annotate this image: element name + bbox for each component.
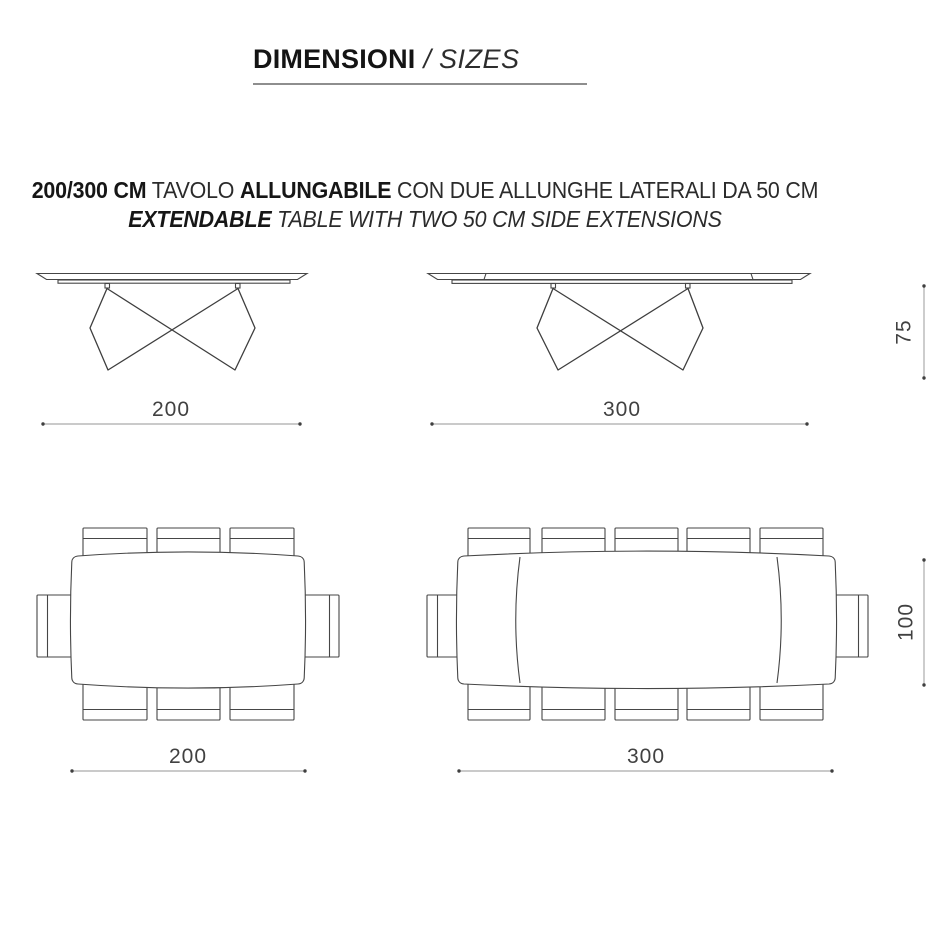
dimension-endpoint	[41, 422, 44, 425]
leg-mount	[236, 284, 241, 289]
top-view-300	[427, 528, 868, 720]
title-separator: /	[423, 44, 432, 75]
top-view-200	[37, 528, 339, 720]
under-top-slab	[58, 280, 290, 283]
dimension-endpoint	[830, 769, 833, 772]
description-size-range: 200/300 CM	[31, 177, 147, 203]
top-view-200-dimension	[70, 745, 306, 773]
tabletop-plan	[456, 551, 836, 688]
dimension-endpoint	[922, 284, 925, 287]
dimension-endpoint	[298, 422, 301, 425]
width-label-200-side: 200	[151, 398, 191, 421]
width-label-300-side: 300	[602, 398, 642, 421]
chair	[301, 595, 339, 657]
dimension-endpoint	[805, 422, 808, 425]
side-view-300-dimension	[430, 398, 808, 426]
description-text-b: CON DUE ALLUNGHE LATERALI DA 50 CM	[397, 177, 819, 203]
chair	[37, 595, 75, 657]
depth-label: 100	[894, 602, 918, 642]
description-text-en: TABLE WITH TWO 50 CM SIDE EXTENSIONS	[277, 206, 722, 232]
description-extendable-it: ALLUNGABILE	[240, 177, 392, 203]
x-base-legs	[90, 289, 255, 371]
dimension-endpoint	[70, 769, 73, 772]
dimension-endpoint	[922, 558, 925, 561]
height-label: 75	[892, 319, 916, 345]
top-view-300-dimension	[457, 745, 833, 773]
under-top-slab	[452, 280, 792, 283]
side-view-200	[37, 274, 307, 371]
leg-mount	[105, 284, 110, 289]
leg-mount	[686, 284, 691, 289]
leg-mount	[551, 284, 556, 289]
side-view-200-dimension	[41, 398, 301, 426]
title-english: SIZES	[439, 44, 520, 75]
description-text-a: TAVOLO	[151, 177, 235, 203]
dimension-endpoint	[922, 376, 925, 379]
tabletop-plan	[70, 552, 305, 688]
x-base-legs	[537, 289, 703, 371]
width-label-300-top: 300	[626, 745, 666, 768]
height-dimension	[893, 284, 926, 379]
tabletop-side	[37, 274, 307, 280]
depth-dimension	[895, 558, 926, 686]
dimension-endpoint	[430, 422, 433, 425]
dimension-endpoint	[457, 769, 460, 772]
width-label-200-top: 200	[168, 745, 208, 768]
dimension-endpoint	[303, 769, 306, 772]
dimension-endpoint	[922, 683, 925, 686]
side-view-300	[428, 274, 810, 371]
title-italian: DIMENSIONI	[253, 44, 416, 75]
description-extendable-en: EXTENDABLE	[128, 206, 272, 232]
